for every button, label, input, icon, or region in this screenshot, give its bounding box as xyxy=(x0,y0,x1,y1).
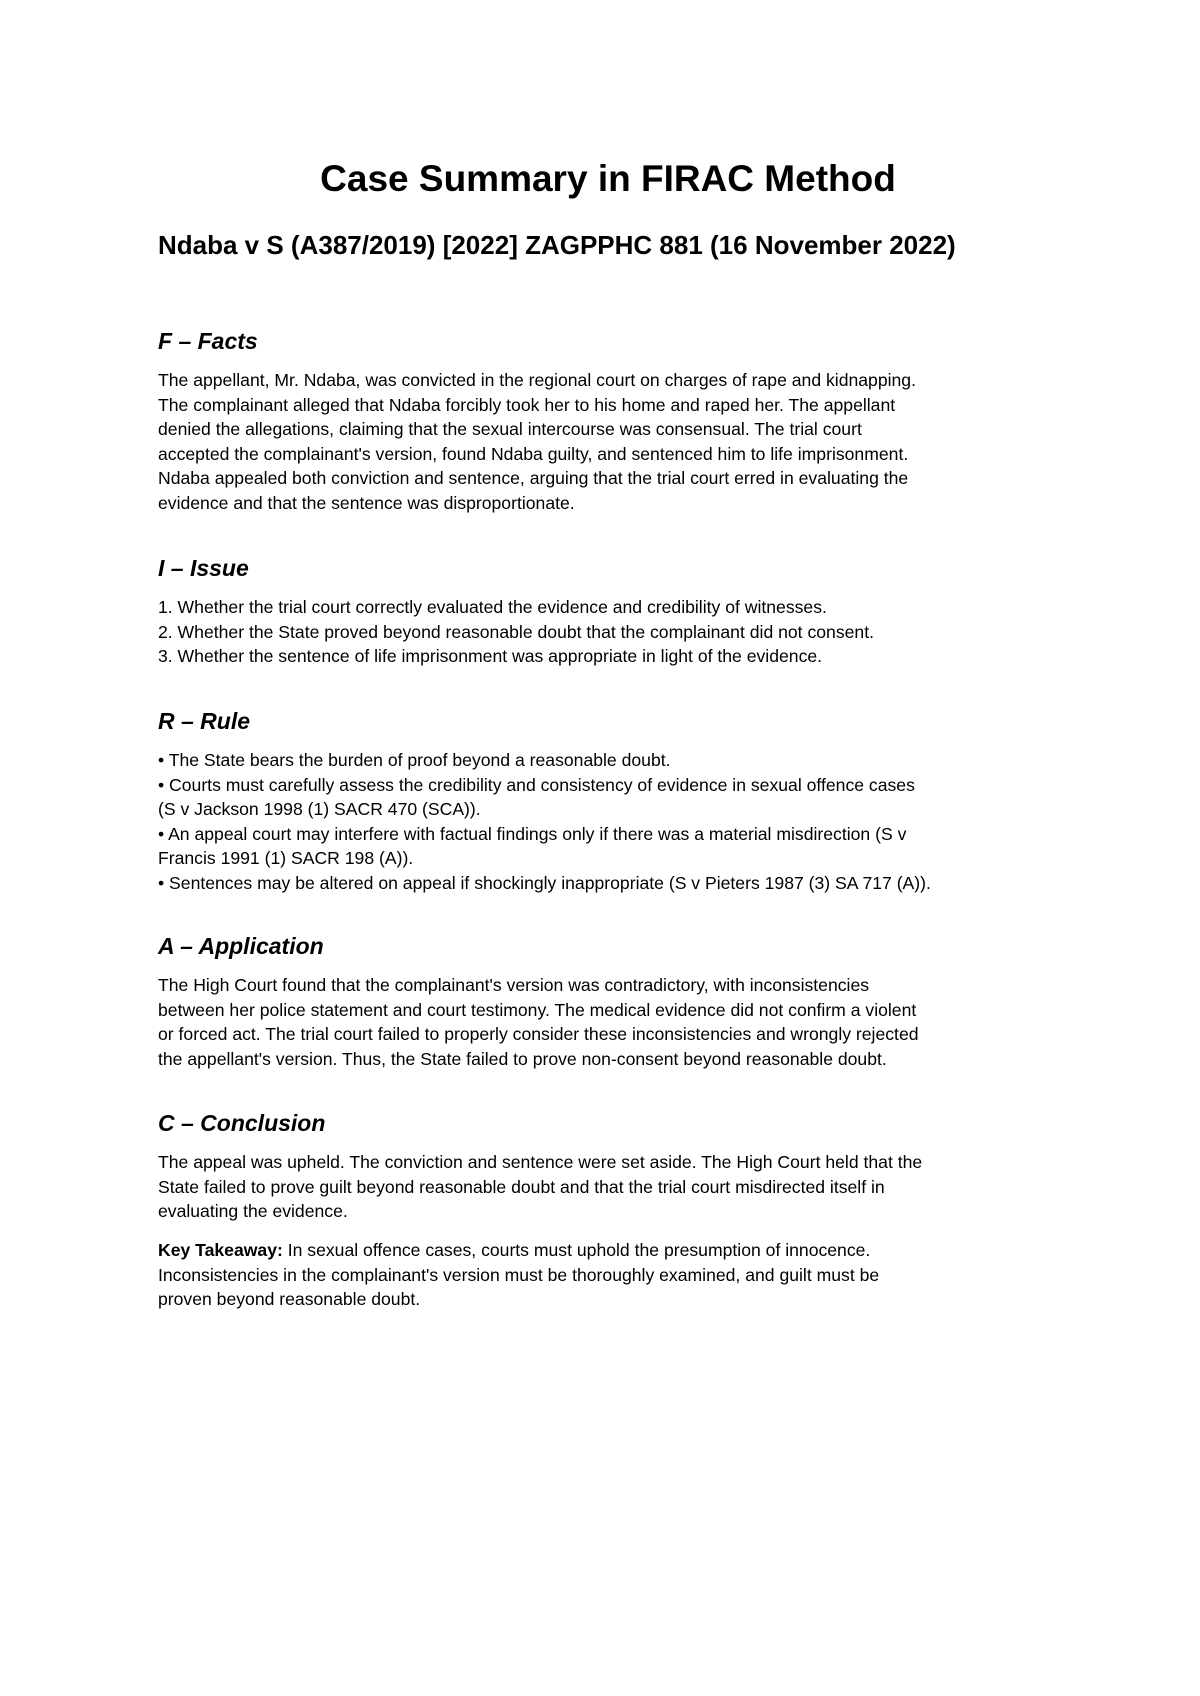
application-line: The High Court found that the complainant's version was contradictory, with inconsistencies xyxy=(158,975,870,995)
conclusion-line: evaluating the evidence. xyxy=(158,1201,348,1221)
application-paragraph xyxy=(158,973,1058,1071)
rule-line: • The State bears the burden of proof beyond a reasonable doubt. xyxy=(158,750,671,770)
conclusion-heading: C – Conclusion xyxy=(158,1110,326,1136)
conclusion-line: The appeal was upheld. The conviction and sentence were set aside. The High Court held that the xyxy=(158,1152,923,1172)
facts-line: denied the allegations, claiming that the sexual intercourse was consensual. The trial court xyxy=(158,419,862,439)
issue-item: 3. Whether the sentence of life imprisonment was appropriate in light of the evidence. xyxy=(158,646,823,666)
issue-item: 1. Whether the trial court correctly evaluated the evidence and credibility of witnesses. xyxy=(158,597,827,617)
application-line: the appellant's version. Thus, the State failed to prove non-consent beyond reasonable doubt. xyxy=(158,1048,887,1069)
case-citation: Ndaba v S (A387/2019) [2022] ZAGPPHC 881 (16 November 2022) xyxy=(158,230,956,260)
conclusion-line: State failed to prove guilt beyond reasonable doubt and that the trial court misdirected itself in xyxy=(158,1176,885,1197)
application-line: or forced act. The trial court failed to properly consider these inconsistencies and wrongly rejected xyxy=(158,1024,919,1044)
rule-line: Francis 1991 (1) SACR 198 (A)). xyxy=(158,848,414,868)
document-title: Case Summary in FIRAC Method xyxy=(320,158,896,199)
key-takeaway-first-line xyxy=(158,1238,1058,1263)
key-takeaway xyxy=(158,1238,1058,1312)
rule-list xyxy=(158,748,1058,895)
facts-line: Ndaba appealed both conviction and sentence, arguing that the trial court erred in evaluating the xyxy=(158,468,909,488)
facts-paragraph xyxy=(158,368,1058,515)
facts-heading: F – Facts xyxy=(158,328,258,354)
application-heading: A – Application xyxy=(158,933,324,959)
key-takeaway-line: proven beyond reasonable doubt. xyxy=(158,1289,421,1309)
rule-line: • An appeal court may interfere with factual findings only if there was a material misdirection (S v xyxy=(158,823,907,844)
key-takeaway-text: In sexual offence cases, courts must uphold the presumption of innocence. xyxy=(282,1240,871,1260)
key-takeaway-label: Key Takeaway: xyxy=(158,1240,283,1260)
application-line: between her police statement and court testimony. The medical evidence did not confirm a violent xyxy=(158,999,917,1020)
issue-heading: I – Issue xyxy=(158,555,249,581)
rule-line: (S v Jackson 1998 (1) SACR 470 (SCA)). xyxy=(158,799,481,819)
conclusion-paragraph xyxy=(158,1150,1058,1224)
facts-line: The appellant, Mr. Ndaba, was convicted in the regional court on charges of rape and kidnapping. xyxy=(158,370,916,390)
key-takeaway-line: Inconsistencies in the complainant's version must be thoroughly examined, and guilt must be xyxy=(158,1264,880,1285)
rule-heading: R – Rule xyxy=(158,708,251,734)
issue-item: 2. Whether the State proved beyond reasonable doubt that the complainant did not consent. xyxy=(158,621,874,642)
rule-line: • Sentences may be altered on appeal if shockingly inappropriate (S v Pieters 1987 (3) SA 717 (A)). xyxy=(158,872,931,893)
facts-line: The complainant alleged that Ndaba forcibly took her to his home and raped her. The appellant xyxy=(158,394,896,415)
rule-line: • Courts must carefully assess the credibility and consistency of evidence in sexual offence cases xyxy=(158,774,915,795)
issue-list xyxy=(158,595,1058,669)
facts-line: evidence and that the sentence was disproportionate. xyxy=(158,492,575,513)
facts-line: accepted the complainant's version, found Ndaba guilty, and sentenced him to life imprisonment. xyxy=(158,443,909,464)
